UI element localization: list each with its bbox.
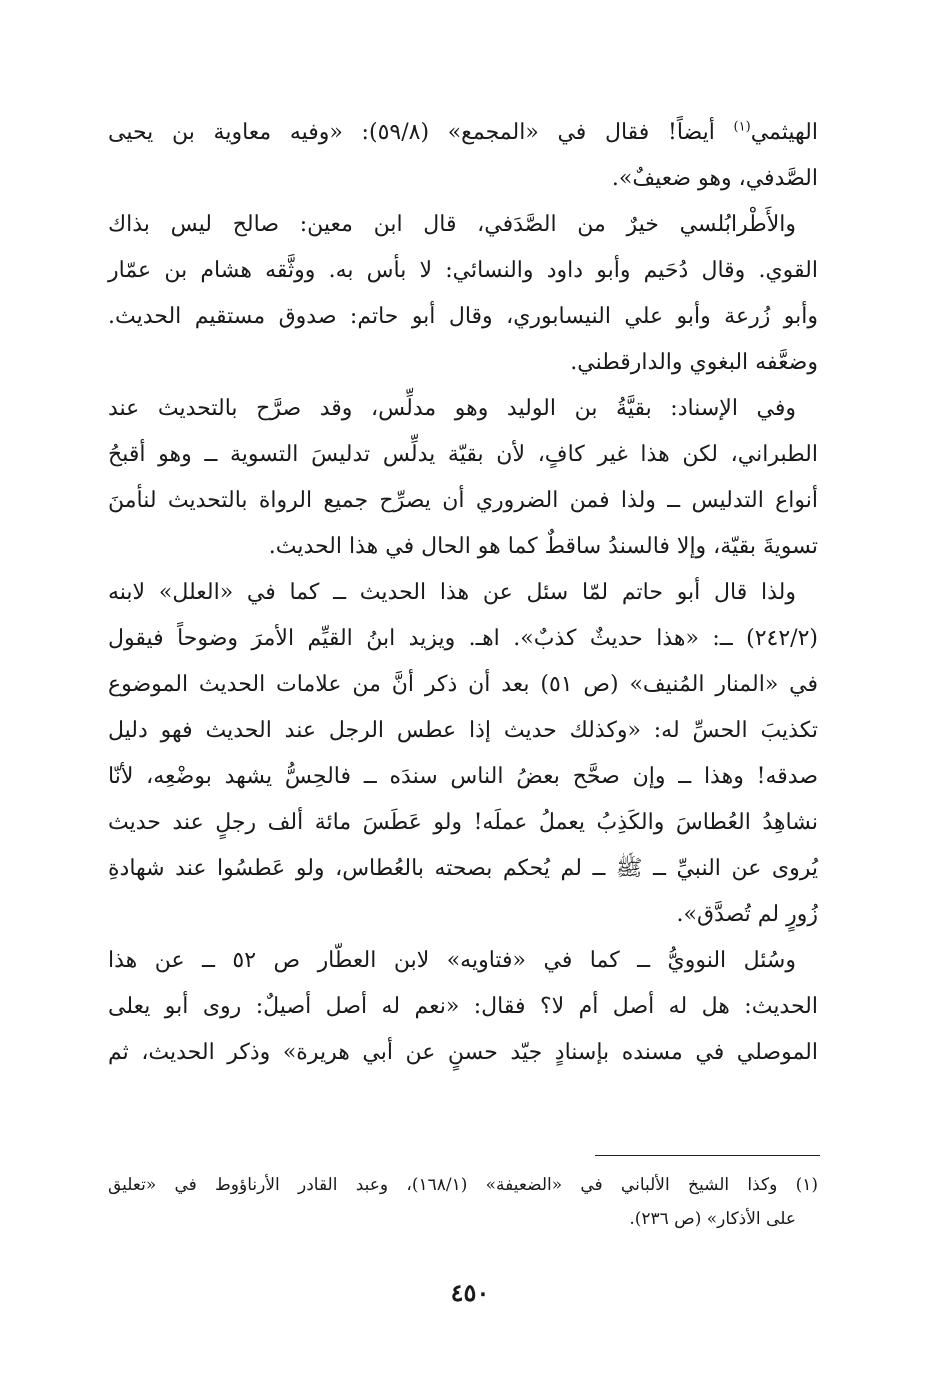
text-line: زُورٍ لم تُصدَّق». [676,902,818,927]
text-line: وأبو زُرعة وأبو علي النيسابوري، وقال أبو حاتم: صدوق مستقيم الحديث. [108,304,818,329]
footnote-line: على الأذكار» (ص ٢٣٦). [629,1209,796,1229]
text-line: الطبراني، لكن هذا غير كافٍ، لأن بقيّة يدلِّس تدليسَ التسوية ــ وهو أقبحُ [108,442,818,467]
text-line: وضعَّفه البغوي والدارقطني. [570,350,818,375]
text-line: في «المنار المُنيف» (ص ٥١) بعد أن ذكر أنَّ من علامات الحديث الموضوع [108,672,819,697]
footnote-marker: (١) [733,119,751,135]
page-number: ٤٥٠ [450,1278,490,1307]
paragraph-2 [108,202,818,386]
text-line: يُروى عن النبيِّ ــ ﷺ ــ لم يُحكم بصحته بالعُطاس، ولو عَطسُوا عند شهادةِ [108,856,818,881]
text-line: الصَّدفي، وهو ضعيفٌ». [611,166,818,191]
footnote-divider [595,1155,820,1156]
text-line: القوي. وقال دُحَيم وأبو داود والنسائي: لا بأس به. ووثَّقه هشام بن عمّار [108,258,818,283]
footnote-line: (١) وكذا الشيخ الألباني في «الضعيفة» (١٦٨/١)، وعبد القادر الأرناؤوط في «تعليق [108,1175,818,1195]
text-line: الهيثمي$^{(١)}$ أيضاً! فقال في «المجمع» (٥٩/٨): «وفيه معاوية بن يحيى [108,119,818,145]
main-text [108,110,818,1076]
text-line: وسُئل النوويُّ ــ كما في «فتاويه» لابن العطّار ص ٥٢ ــ عن هذا [108,948,796,973]
text-line: وفي الإسناد: بقيَّةُ بن الوليد وهو مدلِّس، وقد صرَّح بالتحديث عند [108,396,796,421]
paragraph-3 [108,386,818,570]
text-line: والأَطْرابُلسي خيرٌ من الصَّدَفي، قال ابن معين: صالح ليس بذاك [108,212,796,237]
text-line: (٢٤٢/٢) ــ: «هذا حديثٌ كذبٌ». اهـ. ويزيد ابنُ القيِّم الأمرَ وضوحاً فيقول [108,626,818,651]
text-line: أنواع التدليس ــ ولذا فمن الضروري أن يصرِّح جميع الرواة بالتحديث لنأمنَ [108,488,818,513]
text-line: نشاهِدُ العُطاسَ والكَذِبُ يعملُ عملَه! ولو عَطَسَ مائة ألف رجلٍ عند حديث [108,810,818,835]
paragraph-5 [108,938,818,1076]
text-line: ولذا قال أبو حاتم لمّا سئل عن هذا الحديث ــ كما في «العلل» لابنه [108,580,796,605]
paragraph-1 [108,110,818,202]
text-line: صدقه! وهذا ــ وإن صحَّح بعضُ الناس سندَه ــ فالحِسُّ يشهد بوضْعِه، لأنّا [108,764,818,789]
text-line: الحديث: هل له أصل أم لا؟ فقال: «نعم له أصل أصيلٌ: روى أبو يعلى [108,994,819,1019]
text-line: تسويةَ بقيّة، وإلا فالسندُ ساقطٌ كما هو الحال في هذا الحديث. [268,534,818,559]
text-line: تكذيبَ الحسِّ له: «وكذلك حديث إذا عطس الرجل عند الحديث فهو دليل [108,718,818,743]
footnotes [108,1168,818,1236]
paragraph-4 [108,570,818,938]
text-line: الموصلي في مسنده بإسنادٍ جيّد حسنٍ عن أبي هريرة» وذكر الحديث، ثم [108,1040,818,1065]
